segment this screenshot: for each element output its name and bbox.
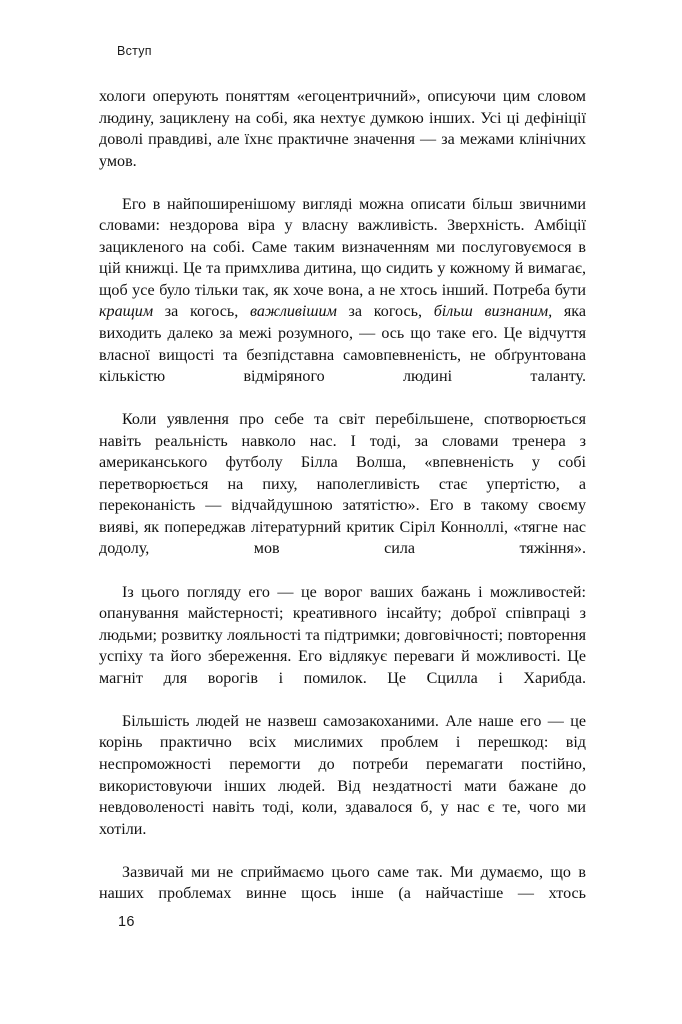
body-text: яка виходить далеко за межі розумного, — ось що таке его. Це відчуття власної вищості та безпідставна самовпевненість, не обґрунтована кількістю відміряного людині таланту.	[99, 303, 586, 386]
paragraph	[99, 711, 586, 862]
body-text: Его в найпоширенішому вигляді можна описати більш звичними словами: нездорова віра у власну важливість. Зверхність. Амбіції зацикленого на собі. Саме таким визначенням ми послуговуємося в цій книжці. Це та примхлива дитина, що сидить у кожному й вимагає, щоб усе було тільки так, як хоче вона, а не хтось інший. Потреба бути	[99, 195, 586, 299]
body-text: Зазвичай ми не сприймаємо цього саме так. Ми думаємо, що в наших проблемах винне щось інше (а найчастіше — хтось	[99, 863, 586, 903]
paragraph	[99, 86, 586, 194]
body-text: Коли уявлення про себе та світ перебільшене, спотворюється навіть реальність навколо нас. І тоді, за словами тренера з американського футболу Білла Волша, «впевненість у собі перетворюється на пиху, наполегливість стає упертістю, а переконаність — відчайдушною затятістю». Его в такому своєму вияві, як попереджав літературний критик Сіріл Конноллі, «тягне нас додолу, мов сила тяжіння».	[99, 411, 586, 558]
body-text: за когось,	[336, 303, 434, 321]
paragraph	[99, 862, 586, 927]
paragraph	[99, 582, 586, 711]
text-column	[99, 86, 586, 926]
emphasis-text: важливішим	[249, 303, 337, 321]
emphasis-text: більш визнаним,	[433, 303, 553, 321]
paragraph	[99, 194, 586, 409]
paragraph	[99, 409, 586, 581]
emphasis-text: кращим	[99, 303, 154, 321]
running-head: Вступ	[117, 44, 152, 58]
body-text: хологи оперують поняттям «егоцентричний», описуючи цим словом людину, зациклену на собі, яка нехтує думкою інших. Усі ці дефініції доволі правдиві, але їхнє практичне значення — за межами клінічних умов.	[99, 88, 586, 170]
body-text: Із цього погляду его — це ворог ваших бажань і можливостей: опанування майстерності; креативного інсайту; доброї співпраці з людьми; розвитку лояльності та підтримки; довговічності; повторення успіху та його збереження. Его відлякує переваги й можливості. Це магніт для ворогів і помилок. Це Сцилла і Харибда.	[99, 583, 586, 687]
body-text: за когось,	[153, 303, 250, 321]
body-text: Більшість людей не назвеш самозакоханими. Але наше его — це корінь практично всіх мислимих проблем і перешкод: від неспроможності перемогти до потреби перемагати постійно, використовуючи інших людей. Від нездатності мати бажане до невдоволеності навіть тоді, коли, здавалося б, у нас є те, чого ми хотіли.	[99, 712, 586, 838]
page-number: 16	[118, 914, 135, 930]
